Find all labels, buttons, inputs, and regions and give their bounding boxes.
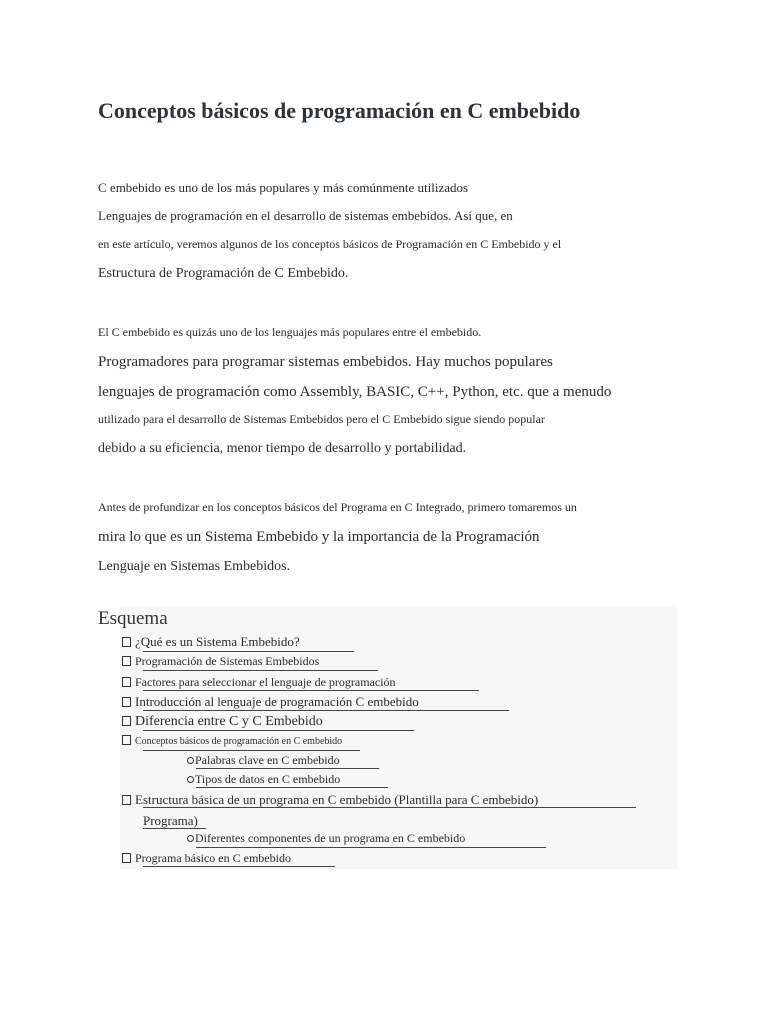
outline-item[interactable] <box>122 654 319 669</box>
outline-item[interactable] <box>122 694 419 710</box>
outline-subitem[interactable] <box>187 831 465 846</box>
item-underline <box>143 670 378 671</box>
square-bullet-icon <box>122 735 131 745</box>
paragraph-2-line-3: lenguajes de programación como Assembly, BASIC, C++, Python, etc. que a menudo <box>98 384 612 400</box>
outline-item[interactable] <box>122 792 538 808</box>
outline-item[interactable] <box>122 714 323 730</box>
square-bullet-icon <box>122 795 131 805</box>
item-underline <box>143 807 636 808</box>
outline-item-label: Diferencia entre C y C Embebido <box>135 714 323 729</box>
circle-bullet-icon <box>187 757 194 764</box>
circle-bullet-icon <box>187 776 194 783</box>
square-bullet-icon <box>122 677 131 687</box>
outline-item-label: ¿Qué es un Sistema Embebido? <box>135 634 300 649</box>
outline-heading: Esquema <box>98 608 168 629</box>
outline-item-label: Introducción al lenguaje de programación C embebido <box>135 694 419 709</box>
outline-subitem[interactable] <box>187 772 340 787</box>
item-underline <box>143 750 360 751</box>
item-underline <box>196 768 379 769</box>
item-underline <box>196 847 546 848</box>
outline-item-label: Factores para seleccionar el lenguaje de programación <box>135 675 396 689</box>
outline-subitem-label: Diferentes componentes de un programa en C embebido <box>195 831 466 845</box>
paragraph-1-line-4: Estructura de Programación de C Embebido. <box>98 266 349 281</box>
paragraph-1-line-3: en este artículo, veremos algunos de los conceptos básicos de Programación en C Embebido y el <box>98 237 562 251</box>
square-bullet-icon <box>122 697 131 707</box>
circle-bullet-icon <box>187 835 194 842</box>
item-underline <box>143 710 509 711</box>
square-bullet-icon <box>122 637 131 647</box>
paragraph-2-line-1: El C embebido es quizás uno de los lenguajes más populares entre el embebido. <box>98 325 482 339</box>
item-underline <box>143 730 414 731</box>
item-underline <box>196 787 388 788</box>
paragraph-3-line-1: Antes de profundizar en los conceptos básicos del Programa en C Integrado, primero tomaremos un <box>98 500 577 514</box>
paragraph-2-line-2: Programadores para programar sistemas embebidos. Hay muchos populares <box>98 354 553 370</box>
square-bullet-icon <box>122 656 131 666</box>
outline-item-label: Programa básico en C embebido <box>135 851 291 865</box>
item-underline <box>143 651 354 652</box>
outline-item[interactable] <box>122 634 300 650</box>
square-bullet-icon <box>122 716 131 726</box>
item-underline <box>143 866 335 867</box>
outline-subitem-label: Tipos de datos en C embebido <box>195 772 341 786</box>
outline-item-label: Estructura básica de un programa en C embebido (Plantilla para C embebido) <box>135 792 539 807</box>
outline-subitem-label: Palabras clave en C embebido <box>195 753 340 767</box>
square-bullet-icon <box>122 853 131 863</box>
paragraph-1-line-2: Lenguajes de programación en el desarrollo de sistemas embebidos. Así que, en <box>98 208 513 223</box>
document-title: Conceptos básicos de programación en C embebido <box>98 98 581 123</box>
paragraph-2-line-5: debido a su eficiencia, menor tiempo de desarrollo y portabilidad. <box>98 441 467 456</box>
outline-item-label: Programación de Sistemas Embebidos <box>135 654 320 668</box>
outline-item[interactable] <box>122 735 342 747</box>
outline-subitem[interactable] <box>187 753 340 768</box>
item-underline <box>143 690 479 691</box>
paragraph-3-line-3: Lenguaje en Sistemas Embebidos. <box>98 559 291 574</box>
outline-item-label: Programa) <box>143 813 198 828</box>
outline-item-label: Conceptos básicos de programación en C embebido <box>135 736 343 747</box>
paragraph-2-line-4: utilizado para el desarrollo de Sistemas Embebidos pero el C Embebido sigue siendo popular <box>98 412 545 426</box>
paragraph-1-line-1: C embebido es uno de los más populares y más comúnmente utilizados <box>98 180 469 195</box>
paragraph-3-line-2: mira lo que es un Sistema Embebido y la importancia de la Programación <box>98 529 540 545</box>
item-underline <box>143 828 206 829</box>
outline-item-continuation[interactable] <box>143 813 198 829</box>
outline-item[interactable] <box>122 675 396 690</box>
outline-item[interactable] <box>122 851 291 866</box>
